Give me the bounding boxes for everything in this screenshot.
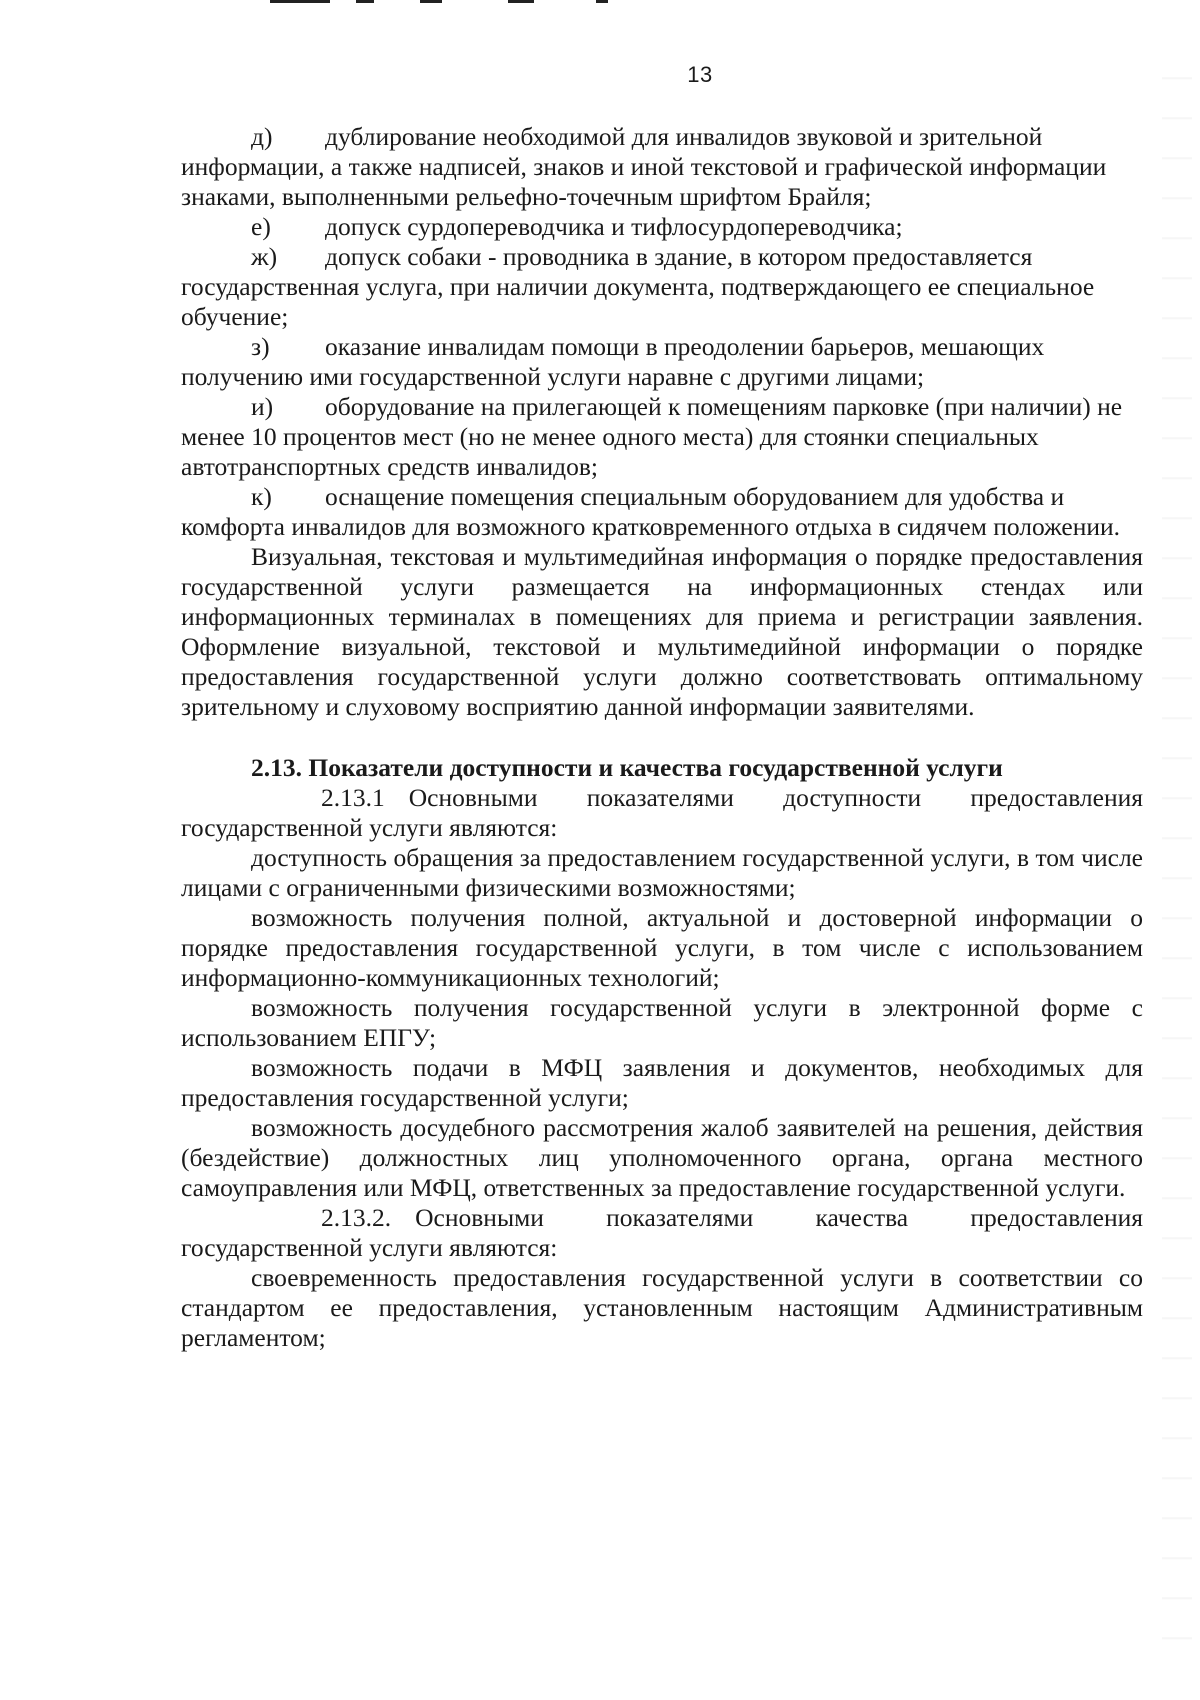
- visual-info-paragraph: Визуальная, текстовая и мультимедийная информация о порядке предоставления государственной услуги размещается на информационных стендах или информационных терминалах в помещениях для приема и регистрации заявления. Оформление визуальной, текстовой и мультимедийной информации о порядке предоставления государственной услуги должно соответствовать оптимальному зрительному и слуховому восприятию данной информации заявителями.: [181, 542, 1143, 721]
- item-text: допуск собаки - проводника в здание, в котором предоставляется государственная услуга, при наличии документа, подтверждающего ее специальное обучение;: [181, 242, 1095, 331]
- item-marker: д): [251, 122, 273, 151]
- accessibility-indicator: возможность подачи в МФЦ заявления и документов, необходимых для предоставления государственной услуги;: [181, 1053, 1143, 1112]
- list-item-z: [181, 332, 1143, 392]
- list-item-d: [181, 122, 1143, 212]
- accessibility-indicator: доступность обращения за предоставлением государственной услуги, в том числе лицами с ограниченными физическими возможностями;: [181, 843, 1143, 902]
- item-marker: к): [251, 482, 272, 511]
- accessibility-indicator: возможность получения полной, актуальной и достоверной информации о порядке предоставления государственной услуги, в том числе с использованием информационно-коммуникационных технологий;: [181, 903, 1143, 992]
- subsection-number: 2.13.1: [321, 783, 385, 812]
- item-marker: и): [251, 392, 274, 421]
- item-text: оснащение помещения специальным оборудованием для удобства и комфорта инвалидов для возможного кратковременного отдыха в сидячем положении.: [181, 482, 1121, 541]
- page-number: 13: [687, 62, 713, 87]
- item-text: оказание инвалидам помощи в преодолении барьеров, мешающих получению ими государственной услуги наравне с другими лицами;: [181, 332, 1045, 391]
- quality-indicator: своевременность предоставления государственной услуги в соответствии со стандартом ее предоставления, установленным настоящим Административным регламентом;: [181, 1263, 1143, 1352]
- subsection-2-13-1: [181, 783, 1143, 843]
- item-marker: ж): [251, 242, 278, 271]
- list-item-zh: [181, 242, 1143, 332]
- item-marker: з): [251, 332, 270, 361]
- item-marker: е): [251, 212, 271, 241]
- document-body: [181, 122, 1143, 1353]
- subsection-text: Основными показателями доступности предоставления государственной услуги являются:: [181, 783, 1143, 842]
- scan-top-marks: [270, 0, 670, 6]
- item-text: дублирование необходимой для инвалидов звуковой и зрительной информации, а также надписей, знаков и иной текстовой и графической информации знаками, выполненными рельефно-точечным шрифтом Брайля;: [181, 122, 1107, 211]
- section-heading: 2.13. Показатели доступности и качества государственной услуги: [251, 753, 1003, 782]
- list-item-k: [181, 482, 1143, 542]
- subsection-2-13-2: [181, 1203, 1143, 1263]
- scan-edge-noise: [1162, 40, 1192, 1640]
- subsection-number: 2.13.2.: [321, 1203, 392, 1232]
- accessibility-indicator: возможность получения государственной услуги в электронной форме с использованием ЕПГУ;: [181, 993, 1143, 1052]
- item-text: допуск сурдопереводчика и тифлосурдопереводчика;: [325, 212, 903, 241]
- list-item-e: [181, 212, 1143, 242]
- item-text: оборудование на прилегающей к помещениям парковке (при наличии) не менее 10 процентов мест (но не менее одного места) для стоянки специальных автотранспортных средств инвалидов;: [181, 392, 1123, 481]
- subsection-text: Основными показателями качества предоставления государственной услуги являются:: [181, 1203, 1143, 1262]
- list-item-i: [181, 392, 1143, 482]
- accessibility-indicator: возможность досудебного рассмотрения жалоб заявителей на решения, действия (бездействие) должностных лиц уполномоченного органа, органа местного самоуправления или МФЦ, ответственных за предоставление государственной услуги.: [181, 1113, 1143, 1202]
